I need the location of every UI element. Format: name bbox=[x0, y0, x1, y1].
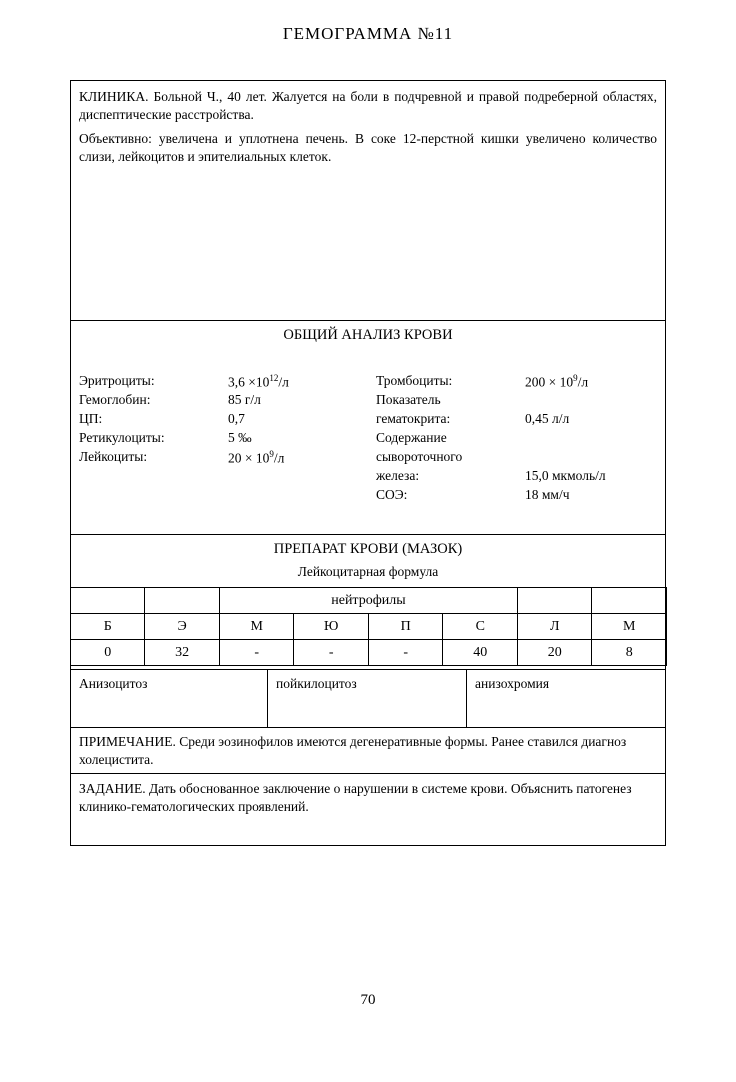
clinic-complaints: КЛИНИКА. Больной Ч., 40 лет. Жалуется на боли в подчревной и правой подреберной областях, диспептические расстройства. bbox=[79, 89, 657, 122]
anisocytosis-cell: Анизоцитоз bbox=[71, 670, 268, 728]
hematocrit-label-line1: Показатель bbox=[376, 392, 441, 407]
note-section: ПРИМЕЧАНИЕ. Среди эозинофилов имеются дегенеративные формы. Ранее ставился диагноз холецистита. bbox=[71, 728, 665, 774]
platelets-label: Тромбоциты: bbox=[376, 373, 453, 388]
column-header-band: П bbox=[368, 614, 443, 640]
reticulocytes-value: 5 ‰ bbox=[228, 430, 252, 445]
column-header-basophils: Б bbox=[71, 614, 145, 640]
page-number: 70 bbox=[360, 992, 376, 1008]
value-basophils: 0 bbox=[71, 640, 145, 666]
platelets-value: $200 \times 10^9/л$ bbox=[525, 373, 589, 390]
esr-value: 18 мм/ч bbox=[525, 487, 570, 502]
iron-label-line3: железа: bbox=[376, 468, 420, 483]
anisochromia-cell: анизохромия bbox=[475, 676, 550, 691]
hemoglobin-label: Гемоглобин: bbox=[79, 392, 151, 407]
column-header-segmented: С bbox=[443, 614, 518, 640]
poikilocytosis-cell: пойкилоцитоз bbox=[268, 670, 467, 728]
reticulocytes-label: Ретикулоциты: bbox=[79, 430, 165, 445]
clinic-objective: Объективно: увеличена и уплотнена печень. В соке 12-перстной кишки увеличено количество слизи, лейкоцитов и эпителиальных клеток. bbox=[79, 131, 657, 164]
value-eosinophils: 32 bbox=[145, 640, 219, 666]
hematocrit-label-line2: гематокрита: bbox=[376, 411, 451, 426]
erythrocytes-value: $3,6 \times 10^{12}/л$ bbox=[228, 373, 289, 390]
table-row bbox=[71, 614, 667, 640]
leukocytes-value: $20 \times 10^9/л$ bbox=[228, 449, 285, 466]
column-header-lymphocytes: Л bbox=[518, 614, 592, 640]
header-cell-empty bbox=[145, 588, 219, 614]
smear-title: ПРЕПАРАТ КРОВИ (МАЗОК) bbox=[273, 541, 463, 557]
header-cell-empty bbox=[518, 588, 592, 614]
header-cell-empty bbox=[71, 588, 145, 614]
value-myelocytes: - bbox=[219, 640, 294, 666]
erythrocytes-label: Эритроциты: bbox=[79, 373, 155, 388]
table-row bbox=[71, 588, 667, 614]
header-cell-empty bbox=[592, 588, 667, 614]
page-title: ГЕМОГРАММА №11 bbox=[282, 24, 454, 43]
column-header-eosinophils: Э bbox=[145, 614, 219, 640]
blood-analysis-section bbox=[71, 321, 665, 535]
esr-label: СОЭ: bbox=[376, 487, 408, 502]
hemogram-form bbox=[70, 80, 666, 846]
value-monocytes: 8 bbox=[592, 640, 667, 666]
morphology-section bbox=[71, 670, 665, 728]
cp-value: 0,7 bbox=[228, 411, 245, 426]
blood-smear-section bbox=[71, 535, 665, 670]
column-header-monocytes: М bbox=[592, 614, 667, 640]
hemoglobin-value: 85 г/л bbox=[228, 392, 261, 407]
value-lymphocytes: 20 bbox=[518, 640, 592, 666]
value-metamyelocytes: - bbox=[294, 640, 369, 666]
value-segmented: 40 bbox=[443, 640, 518, 666]
leukocyte-formula-table bbox=[70, 587, 667, 666]
neutrophils-header: нейтрофилы bbox=[219, 588, 517, 614]
column-header-metamyelocytes: Ю bbox=[294, 614, 369, 640]
hematocrit-value: 0,45 л/л bbox=[525, 411, 570, 426]
clinic-section bbox=[71, 81, 665, 321]
cp-label: ЦП: bbox=[79, 411, 103, 426]
task-section: ЗАДАНИЕ. Дать обоснованное заключение о нарушении в системе крови. Объяснить патогенез клинико-гематологических проявлений. bbox=[79, 781, 632, 814]
leukocytes-label: Лейкоциты: bbox=[79, 449, 148, 464]
iron-label-line2: сывороточного bbox=[376, 449, 463, 464]
smear-subtitle: Лейкоцитарная формула bbox=[297, 564, 439, 579]
iron-value: 15,0 мкмоль/л bbox=[525, 468, 606, 483]
blood-analysis-title: ОБЩИЙ АНАЛИЗ КРОВИ bbox=[283, 327, 453, 343]
value-band: - bbox=[368, 640, 443, 666]
iron-label-line1: Содержание bbox=[376, 430, 447, 445]
table-row bbox=[71, 640, 667, 666]
column-header-myelocytes: М bbox=[219, 614, 294, 640]
